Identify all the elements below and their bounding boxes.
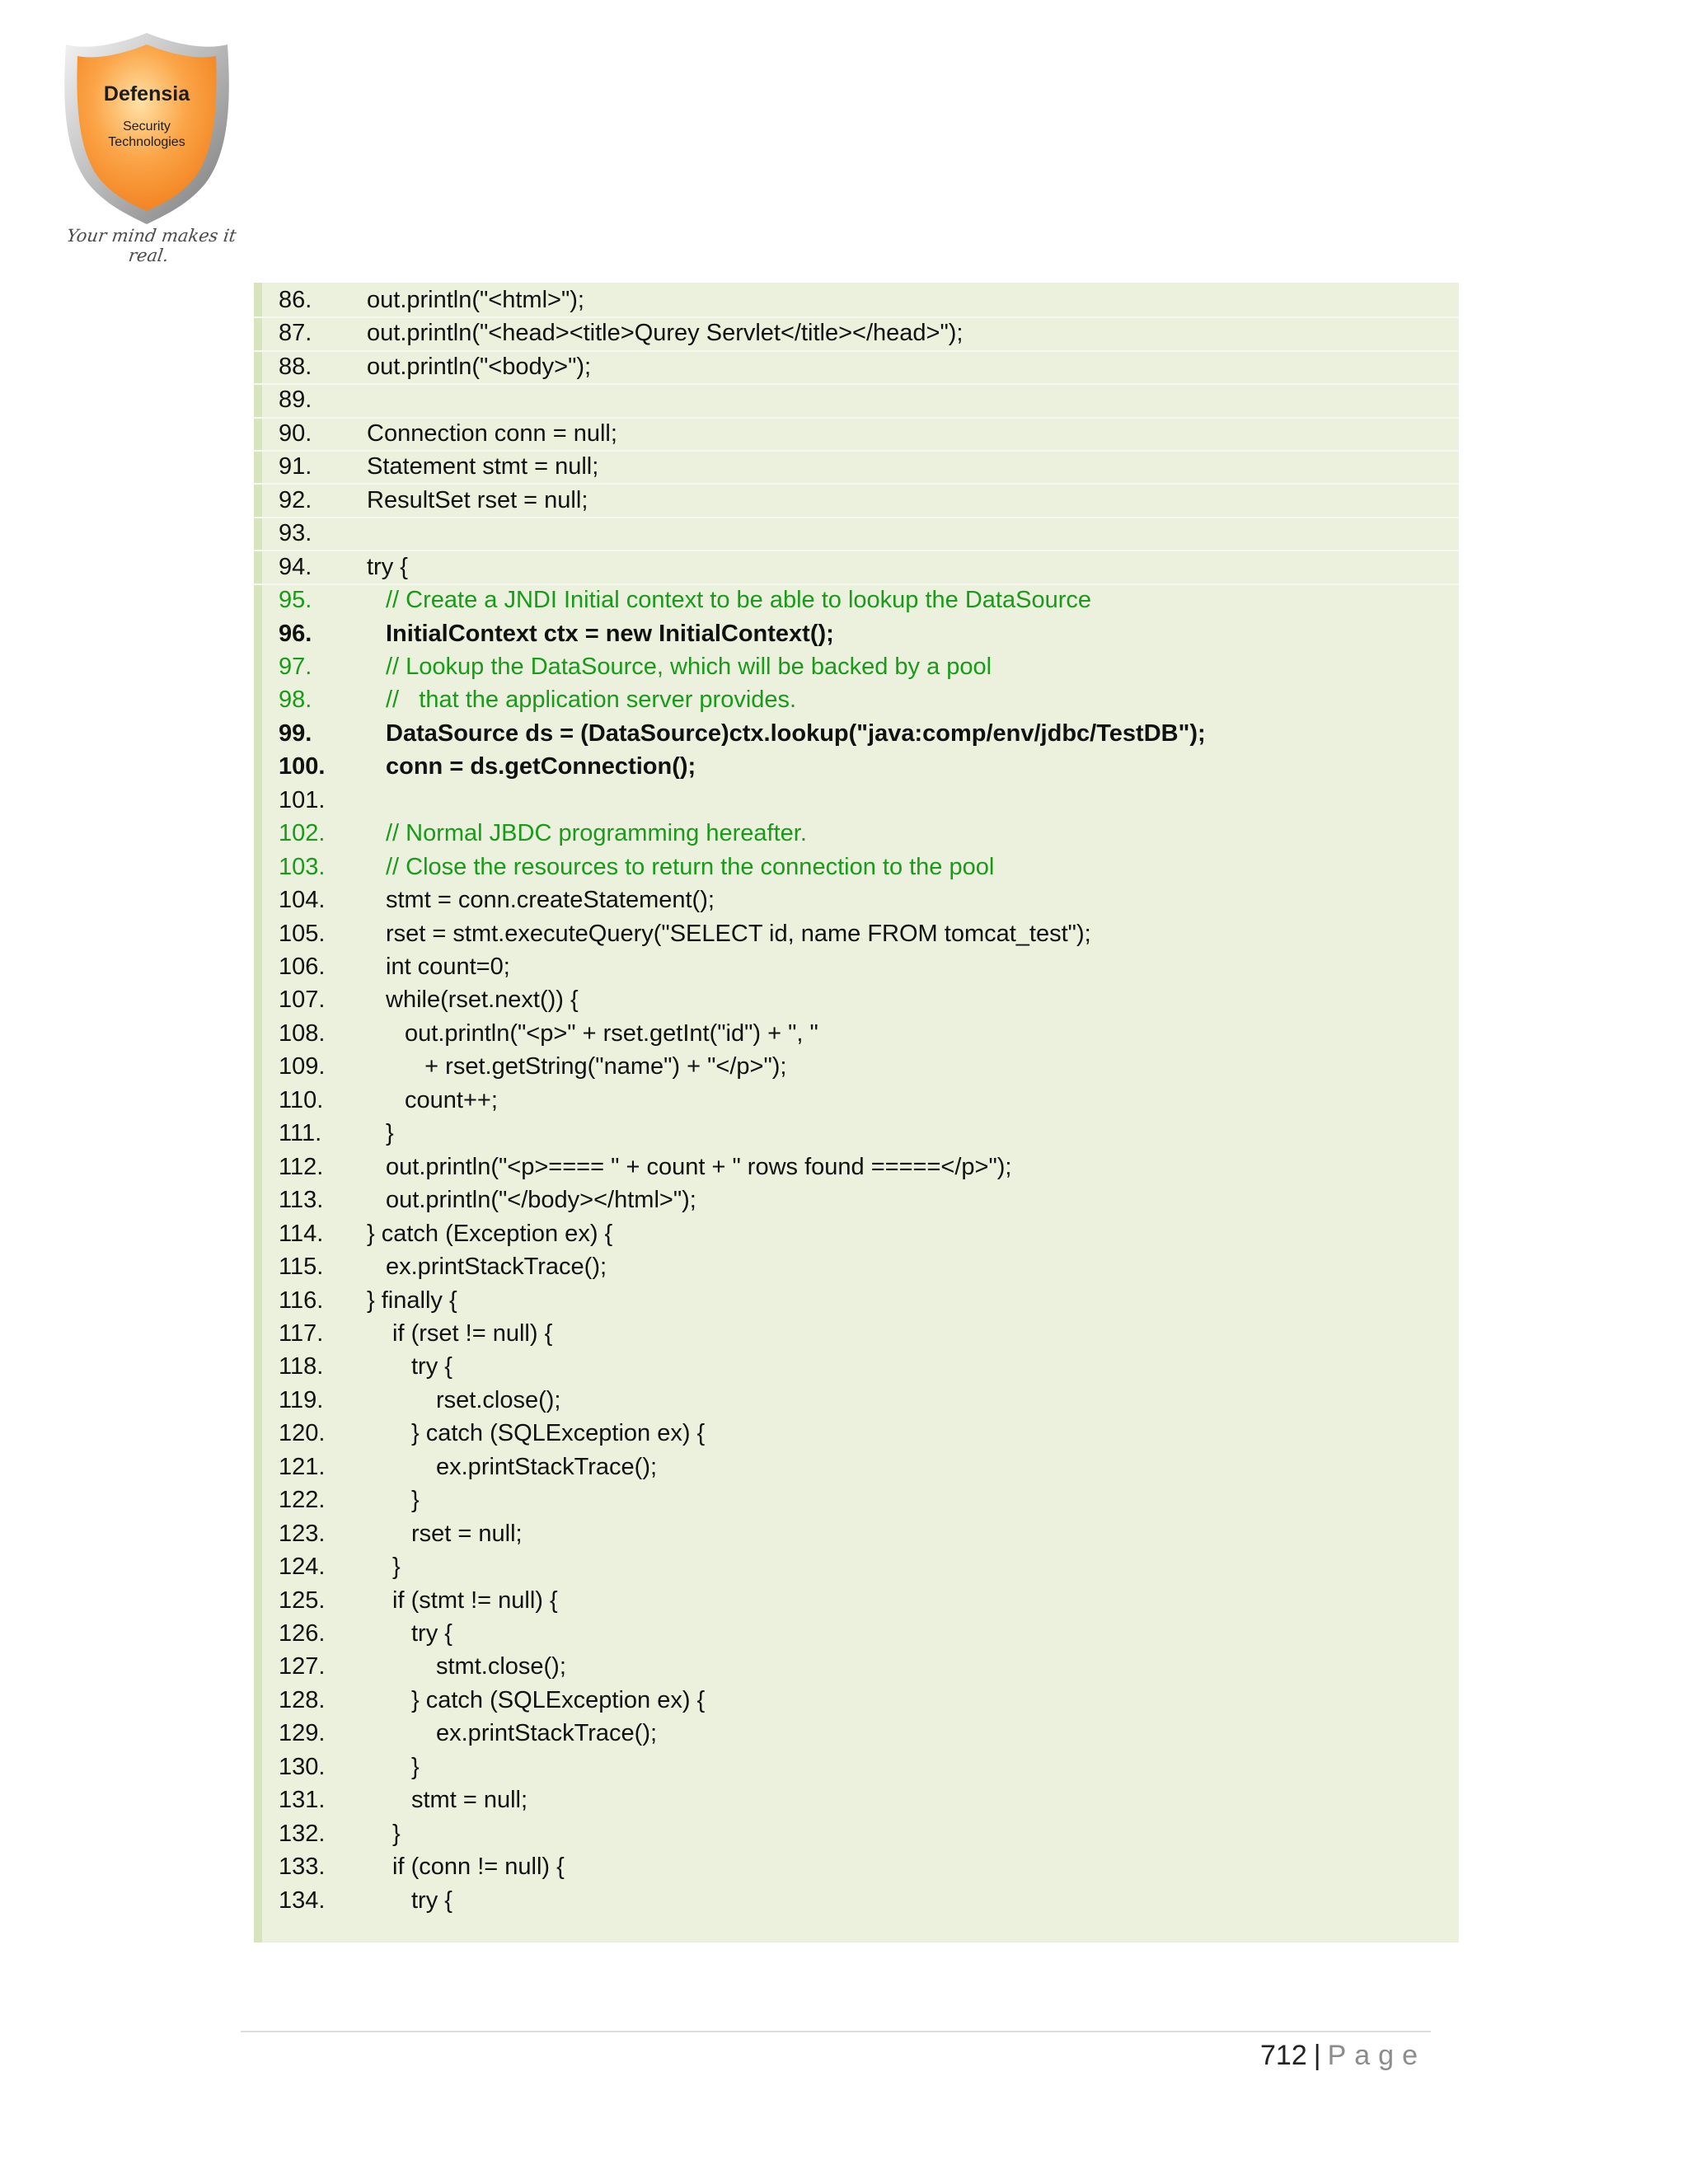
line-number: 123. [279,1520,326,1547]
line-number: 88. [279,353,312,380]
line-number: 95. [279,587,312,614]
line-code: int count=0; [386,954,510,980]
code-line [254,617,1459,650]
line-number: 99. [279,719,312,747]
line-code: // Normal JBDC programming hereafter. [386,820,807,847]
logo-subtitle-line2: Technologies [108,135,185,149]
code-line [254,1817,1459,1850]
code-line [254,883,1459,916]
line-code: stmt = null; [411,1787,528,1814]
code-line [254,1550,1459,1583]
line-number: 119. [279,1386,324,1413]
line-code: out.println("<p>" + rset.getInt("id") + ", " [405,1019,818,1047]
line-number: 92. [279,486,312,513]
line-number: 91. [279,453,312,480]
line-code: + rset.getString("name") + "</p>"); [405,1053,787,1080]
line-number: 93. [279,520,312,547]
line-number: 113. [279,1187,324,1214]
code-line [254,1684,1459,1717]
line-number: 87. [279,320,312,347]
line-number: 116. [279,1286,324,1314]
line-number: 110. [279,1086,324,1113]
line-number: 132. [279,1820,326,1847]
code-line [254,1451,1459,1483]
code-line [254,983,1459,1016]
line-code: if (conn != null) { [386,1854,565,1881]
line-code: out.println("<html>"); [367,287,584,313]
code-line [254,817,1459,850]
code-line [254,1417,1459,1450]
line-code: } [411,1487,420,1514]
line-number: 131. [279,1787,326,1814]
code-line [254,1584,1459,1617]
line-number: 104. [279,887,326,914]
code-line [254,1850,1459,1883]
page-footer [1260,2032,1426,2079]
line-number: 105. [279,920,326,947]
code-line [254,1384,1459,1417]
code-line [254,1517,1459,1550]
logo-tagline: Your mind makes it real. [65,226,238,265]
code-line [254,750,1459,783]
line-code: } catch (Exception ex) { [367,1220,613,1247]
code-line [254,1483,1459,1516]
line-code: if (rset != null) { [386,1319,553,1347]
line-number: 102. [279,820,326,847]
line-number: 103. [279,853,326,880]
line-number: 130. [279,1753,326,1780]
logo-subtitle-line1: Security [123,120,171,134]
line-code: try { [411,1886,452,1914]
line-code: ex.printStackTrace(); [436,1720,658,1747]
line-number: 129. [279,1720,326,1747]
line-code: rset.close(); [436,1386,561,1413]
code-line [254,583,1459,616]
line-number: 100. [279,753,326,780]
line-code: Connection conn = null; [367,419,617,447]
line-number: 101. [279,786,326,813]
line-code: } [386,1820,401,1847]
code-line [254,1317,1459,1350]
line-number: 125. [279,1586,326,1614]
code-line [254,1084,1459,1117]
line-number: 98. [279,687,312,714]
line-number: 94. [279,553,312,580]
code-line [254,1750,1459,1783]
code-line [254,1350,1459,1383]
line-code: if (stmt != null) { [386,1586,558,1614]
code-line [254,1183,1459,1216]
line-code: try { [411,1353,452,1380]
footer-separator: | [1313,2040,1321,2071]
code-line [254,1617,1459,1650]
line-code: count++; [405,1086,498,1113]
page-number: 712 [1260,2040,1307,2071]
line-number: 127. [279,1653,326,1680]
line-code: DataSource ds = (DataSource)ctx.lookup("java:comp/env/jdbc/TestDB"); [386,719,1206,747]
code-line [254,917,1459,950]
line-number: 86. [279,287,312,313]
line-code: try { [411,1620,452,1647]
line-code: } [386,1120,394,1147]
line-number: 126. [279,1620,326,1647]
code-line [254,851,1459,883]
line-code: try { [367,553,408,580]
line-code: } [386,1554,401,1581]
logo-subtitle [56,119,237,150]
code-line [254,1650,1459,1683]
line-number: 107. [279,987,326,1014]
code-line [254,1151,1459,1183]
line-code: InitialContext ctx = new InitialContext(); [386,620,834,647]
footer-divider [241,2031,1431,2032]
line-code: stmt.close(); [436,1653,566,1680]
code-line [254,484,1459,518]
line-code: // Lookup the DataSource, which will be backed by a pool [386,653,992,680]
line-code: while(rset.next()) { [386,987,579,1014]
line-code: rset = stmt.executeQuery("SELECT id, name FROM tomcat_test"); [386,920,1091,947]
code-line [254,784,1459,817]
line-number: 108. [279,1019,326,1047]
line-code: Statement stmt = null; [367,453,599,480]
code-line [254,1050,1459,1083]
page-label: Page [1327,2040,1426,2071]
code-line [254,316,1459,351]
line-number: 114. [279,1220,324,1247]
line-code: conn = ds.getConnection(); [386,753,696,780]
line-number: 133. [279,1854,326,1881]
line-code: out.println("<body>"); [367,353,592,380]
code-line [254,1250,1459,1283]
line-number: 97. [279,653,312,680]
line-code: // Create a JNDI Initial context to be able to lookup the DataSource [386,587,1091,614]
line-code: out.println("</body></html>"); [386,1187,696,1214]
line-code: // Close the resources to return the connection to the pool [386,853,995,880]
code-line [254,1017,1459,1050]
code-line [254,284,1459,318]
line-number: 120. [279,1420,326,1447]
code-line [254,350,1459,385]
line-code: out.println("<p>==== " + count + " rows found =====</p>"); [386,1153,1012,1180]
line-number: 112. [279,1153,324,1180]
code-line [254,551,1459,585]
line-code: ResultSet rset = null; [367,486,588,513]
code-line [254,1117,1459,1150]
line-code: // that the application server provides. [386,687,797,714]
line-number: 90. [279,419,312,447]
line-number: 121. [279,1453,326,1480]
line-number: 124. [279,1554,326,1581]
code-line [254,1217,1459,1250]
code-line [254,450,1459,485]
line-code: ex.printStackTrace(); [436,1453,658,1480]
line-number: 122. [279,1487,326,1514]
logo-name: Defensia [103,82,190,105]
line-number: 134. [279,1886,326,1914]
code-line [254,650,1459,683]
code-line [254,1284,1459,1317]
code-line [254,517,1459,551]
code-line [254,950,1459,983]
line-code: } [411,1753,420,1780]
line-number: 118. [279,1353,324,1380]
line-code: rset = null; [411,1520,523,1547]
code-line [254,383,1459,418]
line-number: 115. [279,1254,324,1281]
code-line [254,1783,1459,1816]
line-code: stmt = conn.createStatement(); [386,887,715,914]
line-number: 111. [279,1120,322,1147]
line-number: 128. [279,1686,326,1713]
company-logo [56,28,238,265]
line-number: 106. [279,954,326,980]
line-code: } catch (SQLException ex) { [411,1686,706,1713]
code-line [254,717,1459,750]
code-line [254,683,1459,716]
code-line [254,417,1459,452]
line-number: 89. [279,387,312,414]
line-code: ex.printStackTrace(); [386,1254,607,1281]
line-code: } catch (SQLException ex) { [411,1420,706,1447]
code-line [254,1884,1459,1917]
code-line [254,1717,1459,1750]
line-code: out.println("<head><title>Qurey Servlet</title></head>"); [367,320,964,347]
line-number: 96. [279,620,312,647]
line-number: 109. [279,1053,326,1080]
line-number: 117. [279,1319,324,1347]
line-code: } finally { [367,1286,457,1314]
